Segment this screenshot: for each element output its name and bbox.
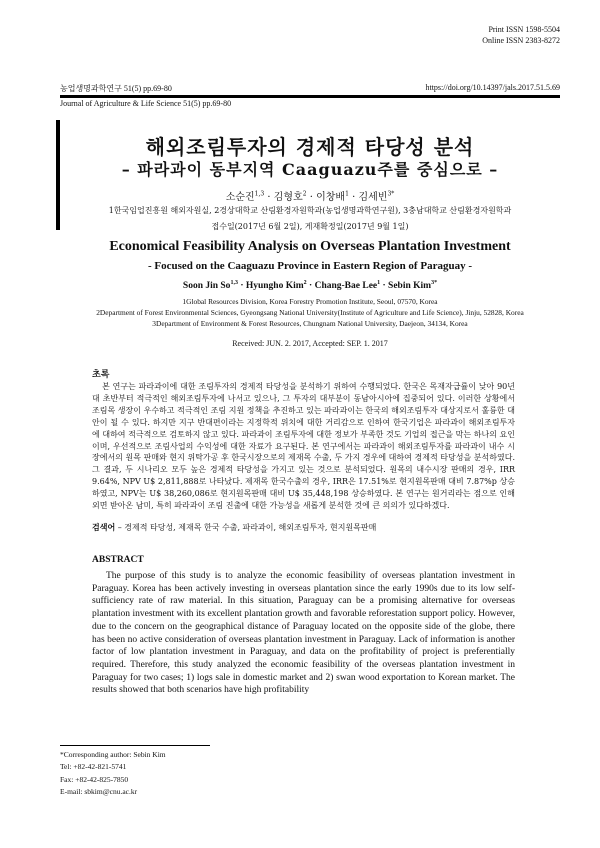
authors-en: Soon Jin So$^{1,3}$ · Hyungho Kim$^2$ · Chang-Bae Lee$^1$ · Sebin Kim$^{3*}$ xyxy=(182,279,438,291)
doi-link[interactable]: https://doi.org/10.14397/jals.2017.51.5.69 xyxy=(425,83,560,92)
affiliation-en-3: 3Department of Environment & Forest Resources, Chungnam National University, Daejeon, 34134, Korea xyxy=(152,319,468,328)
affiliation-en-1: 1Global Resources Division, Korea Forestry Promotion Institute, Seoul, 07570, Korea xyxy=(182,297,438,306)
abstract-ko-body: 본 연구는 파라과이에 대한 조림투자의 경제적 타당성을 분석하기 위하여 수행되었다. 한국은 목재자급률이 낮아 90년대 초반부터 적극적인 해외조림투자에 나서고 있으나, 그 투자의 대부분이 동남아시아에 집중되어 있다. 이러한 상황에서 조림목 생장이 우수하고 적극적인 조림 지원 정책을 추진하고 있는 파라과이는 한국의 해외조림투자 대상지로서 훌륭한 대안이 될 수 있다. 하지만 지구 반대편이라는 지정학적 위치에 대한 거리감으로 인하여 한국기업은 파라과이 해외조림투자에 대하여 적극적으로 검토하지 않고 있다. 파라과이 조림투자에 대한 정보가 부족한 것도 기업의 접근을 막는 하나의 요인이며, 우선적으로 조림사업의 수익성에 대한 자료가 요구된다. 본 연구에서는 파라과이 해외조림투자를 파라과이 내수 시장에서의 원목 판매와 현지 위탁가공 후 한국시장으로의 제재목 수출, 두 가지 경우에 대하여 경제적 타당성을 분석하였다. 그 결과, 두 시나리오 모두 높은 경제적 타당성을 가지고 있는 것으로 분석되었다. 원목의 내수시장 판매의 경우, IRR 9.64%, NPV U$ 2,811,888로 나타났다. 제재목 한국수출의 경우, IRR은 17.51%로 현지원목판매 대비 7.87%p 상승하였고, NPV는 U$ 38,260,086로 현지원목판매 대비 U$ 35,448,198 상승하였다. 본 연구는 원거리라는 점으로 인해 외면 받아온 남미, 특히 파라과이 조림 진출에 대한 가능성을 새롭게 분석한 것에 큰 의의가 있다하겠다. xyxy=(92,382,515,511)
subtitle-ko: – 파라과이 동부지역 Caaguazu주를 중심으로 – xyxy=(121,160,499,179)
title-en: Economical Feasibility Analysis on Overseas Plantation Investment xyxy=(109,239,511,254)
journal-row xyxy=(60,83,560,94)
footnote xyxy=(60,749,166,798)
affiliation-ko-line: 1한국임업진흥원 해외자원실, 2경상대학교 산림환경자원학과(농업생명과학연구원), 3충남대학교 산림환경자원학과 xyxy=(108,206,512,215)
email[interactable]: E-mail: sbkim@cnu.ac.kr xyxy=(60,786,138,796)
abstract-en-body: The purpose of this study is to analyze the economic feasibility of overseas plantation investment in Paraguay. Korea has been actively investing in overseas plantation since the early 1990s due to its low self-sufficiency rate of raw material. In this situation, Paraguay can be a promising alternative for overseas plantation investment with its excellent plantation growth and favorable reforestation support policy. However, due to the concern on the geographical distance of Paraguay located on the opposite side of the globe, there has been no active consideration of overseas plantation investment in Paraguay. Lack of information is another factor of low plantation investment in Paraguay, and data on the profitability of project is preferentially required. Therefore, this study analyzed the economic feasibility of the overseas plantation investment in Paraguay for two cases; 1) logs sale in domestic market and 2) swan wood exportation to Korean market. The results showed that both scenarios have high profitability xyxy=(92,571,515,696)
issn-block xyxy=(482,24,560,46)
received-accepted: Received: JUN. 2. 2017, Accepted: SEP. 1. 2017 xyxy=(232,339,388,348)
affiliations-ko xyxy=(60,203,560,235)
corresponding-author: *Corresponding author: Sebin Kim xyxy=(60,750,166,759)
footnote-rule xyxy=(60,745,210,746)
fax: Fax: +82-42-825-7850 xyxy=(60,774,129,784)
print-issn: Print ISSN 1598-5504 xyxy=(488,25,560,34)
keywords-label: 검색어 xyxy=(92,522,116,532)
title-ko: 해외조림투자의 경제적 타당성 분석 xyxy=(145,135,475,159)
dates-ko: 접수일(2017년 6월 2일), 게재확정일(2017년 9월 1일) xyxy=(211,222,409,231)
abstract-en-heading: ABSTRACT xyxy=(92,555,144,565)
subtitle-en: - Focused on the Caaguazu Province in Eastern Region of Paraguay - xyxy=(148,260,472,272)
journal-ko: 농업생명과학연구 51(5) pp.69-80 xyxy=(60,84,172,93)
header-rule xyxy=(60,95,560,98)
keywords xyxy=(92,522,522,533)
journal-en: Journal of Agriculture & Life Science 51(5) pp.69-80 xyxy=(60,99,232,108)
authors-ko: 소순진$^{1,3}$ · 김형호$^2$ · 이창배$^1$ · 김세빈$^{3*}$ xyxy=(225,190,395,203)
online-issn: Online ISSN 2383-8272 xyxy=(482,36,560,45)
affiliations-en xyxy=(40,296,580,329)
tel: Tel: +82-42-821-5741 xyxy=(60,762,127,772)
keywords-list: – 경제적 타당성, 제재목 한국 수출, 파라과이, 해외조림투자, 현지원목판매 xyxy=(115,523,377,532)
abstract-ko-heading: 초록 xyxy=(92,370,110,380)
affiliation-en-2: 2Department of Forest Environmental Sciences, Gyeongsang National University(Institute of Agriculture and Life Science), Jinju, 52828, Korea xyxy=(96,308,524,317)
